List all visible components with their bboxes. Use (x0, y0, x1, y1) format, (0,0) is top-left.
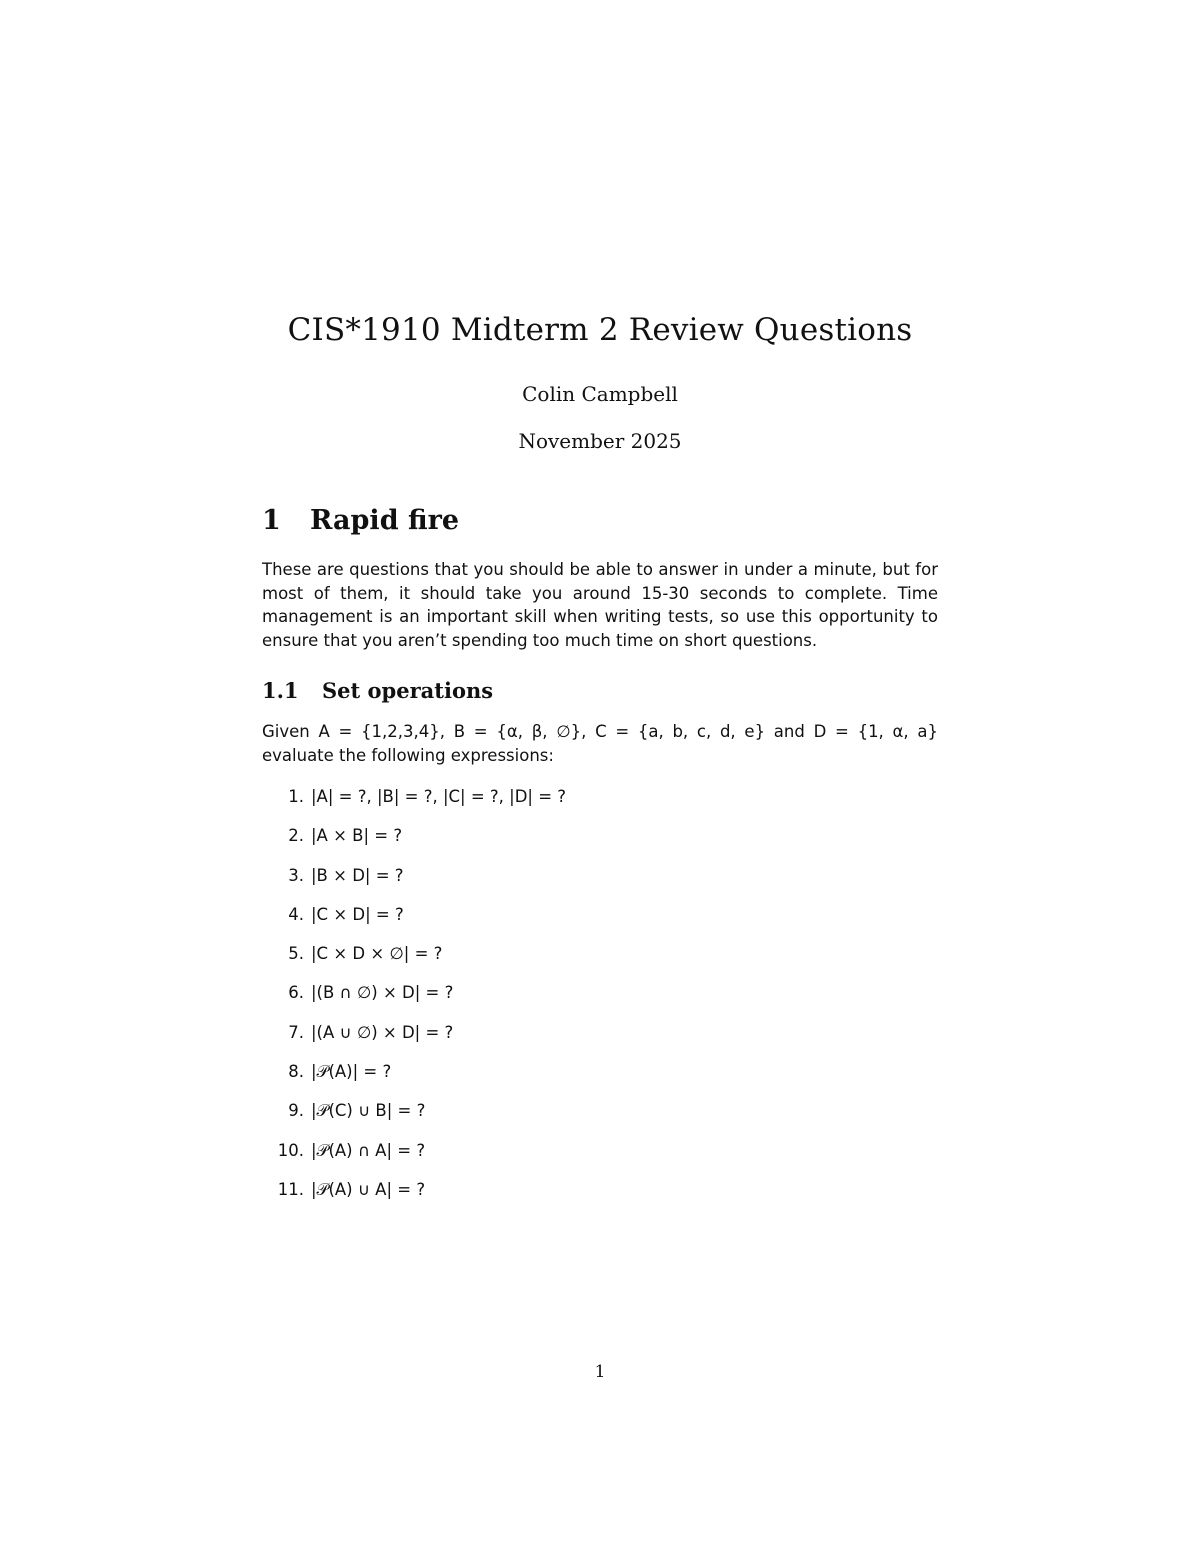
question-item (262, 1099, 938, 1138)
question-text: |A × B| = ? (311, 826, 403, 846)
question-item (262, 1178, 938, 1217)
question-text: |(B ∩ ∅) × D| = ? (311, 983, 454, 1003)
question-number: 7. (288, 1022, 304, 1042)
page-number: 1 (594, 1362, 606, 1382)
question-list (262, 785, 938, 1217)
question-number: 1. (288, 787, 304, 806)
question-number: 2. (288, 826, 304, 846)
question-item (262, 981, 938, 1020)
question-number: 3. (288, 865, 304, 885)
question-number: 5. (288, 944, 304, 964)
subsection-title: Set operations (322, 678, 494, 703)
document-title: CIS*1910 Midterm 2 Review Questions (287, 312, 913, 348)
question-item (262, 1060, 938, 1099)
subsection-number: 1.1 (262, 678, 299, 703)
section-title: Rapid fire (310, 505, 460, 536)
question-number: 6. (288, 983, 304, 1003)
question-text: |C × D × ∅| = ? (311, 944, 443, 964)
question-item (262, 903, 938, 942)
question-text: |𝒫(A) ∪ A| = ? (311, 1179, 426, 1199)
question-item (262, 785, 938, 824)
question-number: 8. (288, 1062, 304, 1082)
given-sets-paragraph: Given A = {1,2,3,4}, B = {α, β, ∅}, C = {a, b, c, d, e} and D = {1, α, a} evaluate the following expressions: (262, 722, 938, 765)
question-text: |B × D| = ? (311, 865, 404, 885)
question-number: 4. (288, 904, 304, 924)
section-heading (262, 505, 459, 536)
question-item (262, 824, 938, 863)
question-number: 9. (288, 1101, 304, 1121)
document-date: November 2025 (518, 429, 682, 453)
question-text: |𝒫(C) ∪ B| = ? (311, 1101, 426, 1121)
question-item (262, 864, 938, 903)
question-item (262, 942, 938, 981)
question-text: |𝒫(A) ∩ A| = ? (311, 1140, 426, 1160)
question-text: |C × D| = ? (311, 904, 404, 924)
author-name: Colin Campbell (522, 382, 678, 406)
section-number: 1 (262, 505, 281, 536)
question-item (262, 1139, 938, 1178)
question-item (262, 1021, 938, 1060)
question-number: 10. (277, 1140, 304, 1160)
question-text: |(A ∪ ∅) × D| = ? (311, 1022, 454, 1042)
question-text: |A| = ?, |B| = ?, |C| = ?, |D| = ? (311, 787, 567, 806)
subsection-heading (262, 678, 493, 703)
question-number: 11. (277, 1179, 304, 1199)
section-intro-paragraph: These are questions that you should be able to answer in under a minute, but for most of them, it should take you around 15-30 seconds to complete. Time management is an important skill when writing tests, so use this opportunity to ensure that you aren’t spending too much time on short questions. (262, 560, 938, 650)
question-text: |𝒫(A)| = ? (311, 1062, 392, 1082)
